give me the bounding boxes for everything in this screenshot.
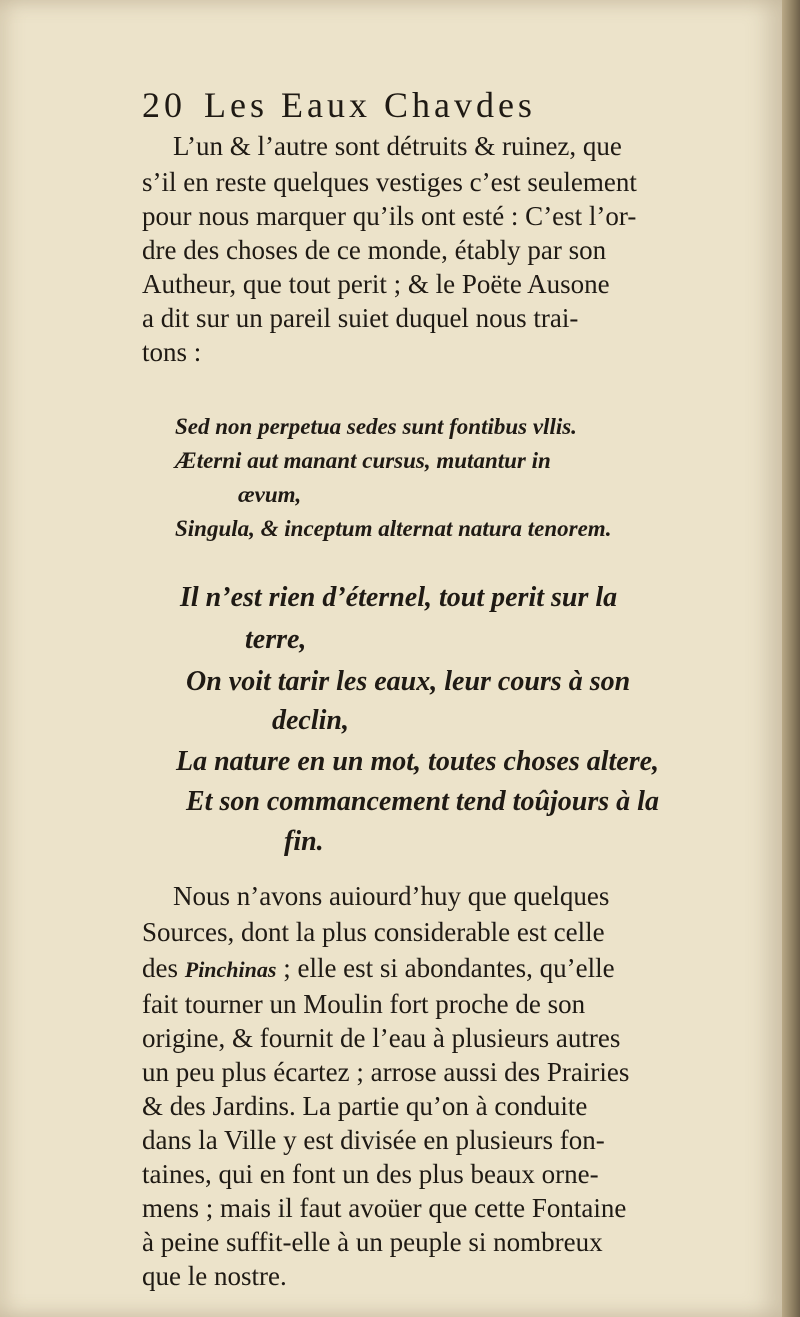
text-line [142, 1090, 587, 1123]
text-line [142, 1192, 626, 1225]
text-run: que le nostre. [142, 1261, 287, 1291]
french-verse-line: Il n’est rien d’éternel, tout perit sur la [180, 582, 618, 613]
text-run: taines, qui en font un des plus beaux orne- [142, 1159, 599, 1189]
text-line [142, 952, 615, 986]
text-run: à peine suffit-elle à un peuple si nombreux [142, 1227, 603, 1257]
latin-verse-line: Sed non perpetua sedes sunt fontibus vllis. [175, 414, 577, 439]
french-verse-line: declin, [272, 705, 349, 736]
text-line [173, 880, 609, 913]
french-verse-line: Et son commancement tend toûjours à la [186, 786, 659, 817]
running-header [142, 84, 742, 128]
text-run: fait tourner un Moulin fort proche de son [142, 989, 586, 1019]
text-run: Sources, dont la plus considerable est celle [142, 917, 605, 947]
text-run: dans la Ville y est divisée en plusieurs fon- [142, 1125, 605, 1155]
text-run: & des Jardins. La partie qu’on à conduite [142, 1091, 588, 1121]
text-line: pour nous marquer qu’ils ont esté : C’est l’or- [142, 201, 637, 231]
text-line: Autheur, que tout perit ; & le Poëte Ausone [142, 269, 610, 299]
text-run: mens ; mais il faut avoüer que cette Fontaine [142, 1193, 627, 1223]
text-line [142, 1124, 605, 1157]
text-line: a dit sur un pareil suiet duquel nous trai- [142, 303, 579, 333]
text-line: dre des choses de ce monde, étably par son [142, 235, 607, 265]
latin-verse-line: Æterni aut manant cursus, mutantur in [175, 448, 551, 473]
text-line: tons : [142, 337, 202, 367]
text-run: Nous n’avons auiourd’huy que quelques [173, 881, 610, 911]
text-run: des [142, 953, 185, 983]
text-line [142, 988, 585, 1021]
text-line [142, 1260, 287, 1293]
text-line: L’un & l’autre sont détruits & ruinez, que [173, 131, 622, 161]
text-line [142, 1022, 620, 1055]
text-line [142, 916, 605, 949]
text-line: s’il en reste quelques vestiges c’est seulement [142, 167, 637, 197]
page-number: 20 [142, 85, 186, 125]
latin-verse-line: ævum, [238, 482, 302, 507]
text-run: ; elle est si abondantes, qu’elle [276, 953, 615, 983]
page-gutter-shadow [782, 0, 800, 1317]
place-name-italic: Pinchinas [184, 957, 277, 982]
text-run: origine, & fournit de l’eau à plusieurs autres [142, 1023, 621, 1053]
running-title: Les Eaux Chavdes [204, 85, 536, 125]
french-verse-line: fin. [284, 826, 324, 857]
latin-verse-line: Singula, & inceptum alternat natura tenorem. [175, 516, 612, 541]
text-line [142, 1158, 599, 1191]
french-verse-line: La nature en un mot, toutes choses altere, [176, 746, 660, 777]
text-line [142, 1056, 629, 1089]
french-verse-line: On voit tarir les eaux, leur cours à son [186, 666, 631, 697]
text-run: un peu plus écartez ; arrose aussi des Prairies [142, 1057, 630, 1087]
text-line [142, 1226, 603, 1259]
french-verse-line: terre, [245, 624, 307, 655]
